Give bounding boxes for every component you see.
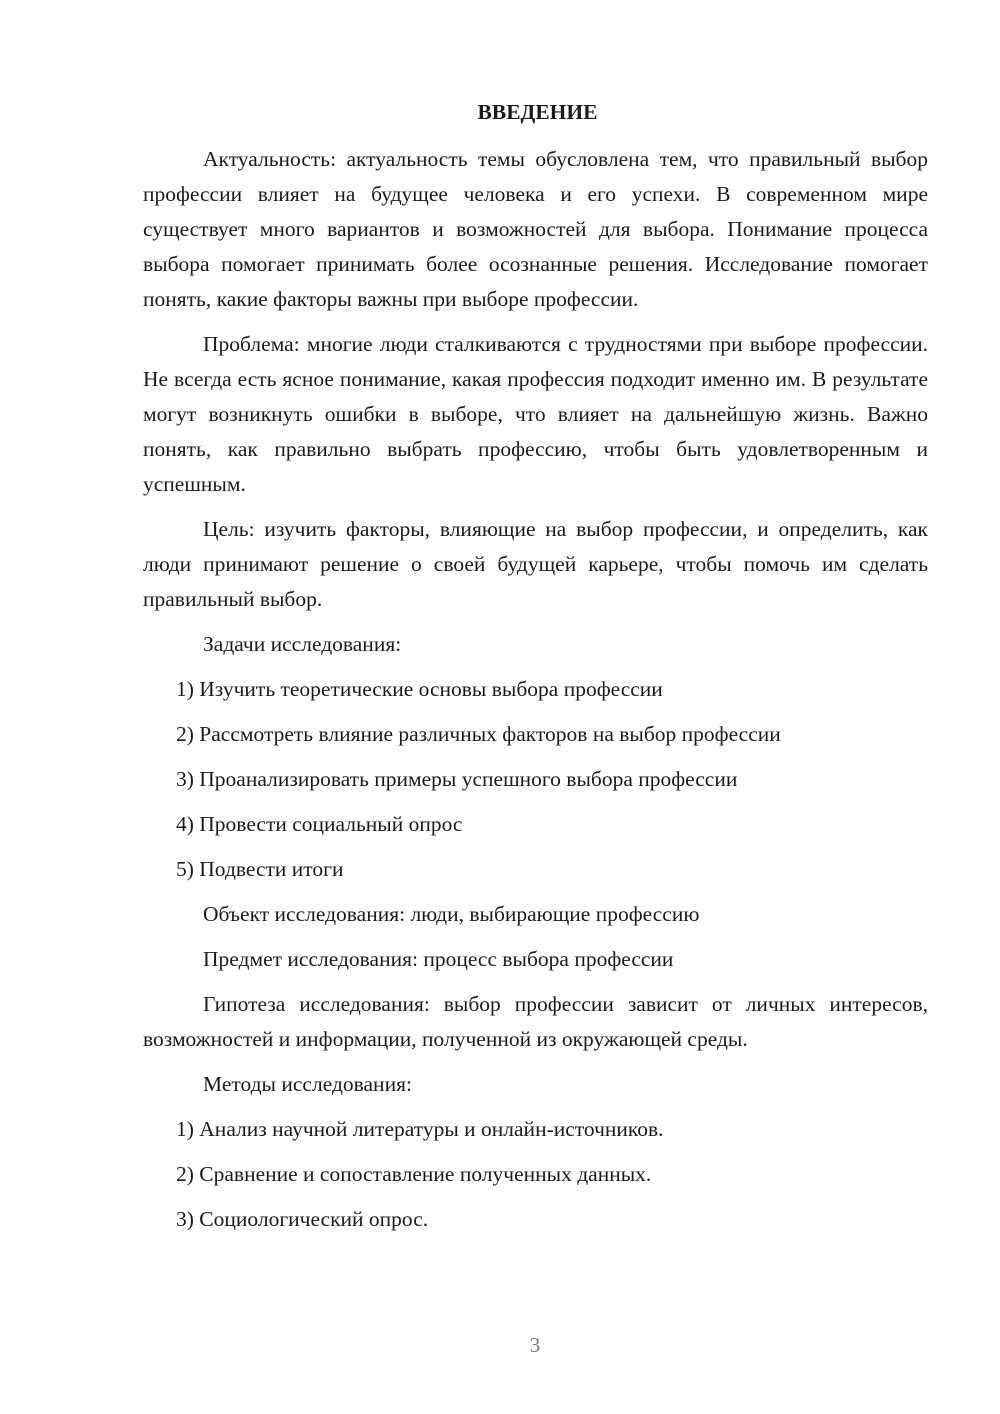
method-item: 2) Сравнение и сопоставление полученных данных. <box>176 1162 652 1186</box>
hypothesis-paragraph: Гипотеза исследования: выбор профессии зависит от личных интересов, возможностей и информации, полученной из окружающей среды. <box>143 992 928 1051</box>
problem-paragraph: Проблема: многие люди сталкиваются с трудностями при выборе профессии. Не всегда есть ясное понимание, какая профессия подходит именно им. В результате могут возникнуть ошибки в выборе, что влияет на дальнейшую жизнь. Важно понять, как правильно выбрать профессию, чтобы быть удовлетворенным и успешным. <box>143 332 928 496</box>
methods-heading: Методы исследования: <box>203 1072 412 1096</box>
relevance-paragraph: Актуальность: актуальность темы обусловлена тем, что правильный выбор профессии влияет на будущее человека и его успехи. В современном мире существует много вариантов и возможностей для выбора. Понимание процесса выбора помогает принимать более осознанные решения. Исследование помогает понять, какие факторы важны при выборе профессии. <box>143 147 928 311</box>
task-item: 3) Проанализировать примеры успешного выбора профессии <box>176 767 738 791</box>
page-number: 3 <box>529 1333 541 1357</box>
method-item: 3) Социологический опрос. <box>176 1207 429 1231</box>
methods-list <box>143 1112 928 1237</box>
document-body <box>143 95 928 1247</box>
tasks-heading: Задачи исследования: <box>203 632 402 656</box>
task-item: 1) Изучить теоретические основы выбора профессии <box>176 677 663 701</box>
research-object: Объект исследования: люди, выбирающие профессию <box>203 902 700 926</box>
research-subject: Предмет исследования: процесс выбора профессии <box>203 947 674 971</box>
section-title: ВВЕДЕНИЕ <box>477 100 598 124</box>
task-item: 2) Рассмотреть влияние различных факторов на выбор профессии <box>176 722 781 746</box>
tasks-list <box>143 672 928 887</box>
task-item: 4) Провести социальный опрос <box>176 812 463 836</box>
task-item: 5) Подвести итоги <box>176 857 344 881</box>
goal-paragraph: Цель: изучить факторы, влияющие на выбор профессии, и определить, как люди принимают решение о своей будущей карьере, чтобы помочь им сделать правильный выбор. <box>143 517 928 611</box>
method-item: 1) Анализ научной литературы и онлайн-источников. <box>176 1117 664 1141</box>
